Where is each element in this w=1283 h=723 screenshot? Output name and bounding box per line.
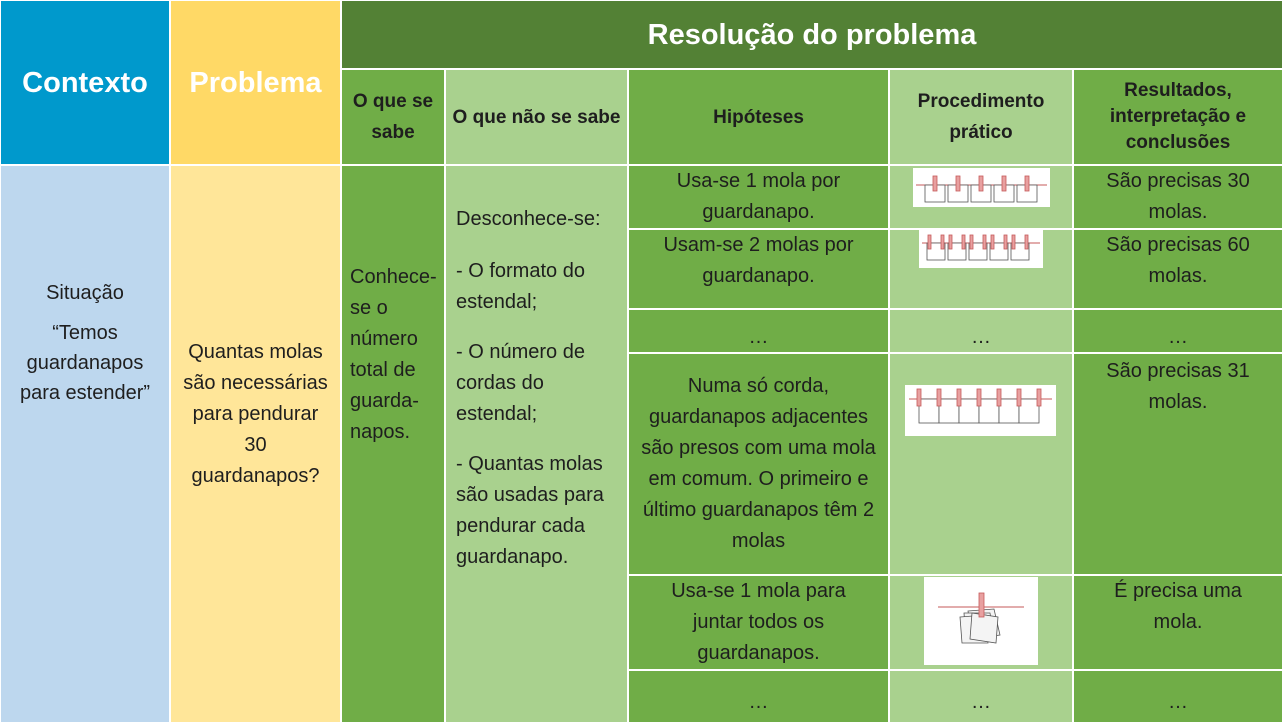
- problem-header-label: Problema: [189, 66, 322, 99]
- problem-text: Quantas molas são necessárias para pendurar 30 guardanapos?: [183, 340, 328, 487]
- known-cell: [341, 165, 445, 723]
- hypothesis-cell: [628, 670, 889, 723]
- procedure-text: …: [971, 325, 991, 348]
- procedure-cell: [889, 309, 1073, 353]
- hypotheses-header-label: Hipóteses: [713, 106, 804, 128]
- procedure-cell: [889, 670, 1073, 723]
- result-cell: [1073, 165, 1283, 229]
- hypothesis-text: Usa-se 1 mola por guardanapo.: [676, 170, 841, 223]
- hypotheses-header: [628, 69, 889, 165]
- results-header: [1073, 69, 1283, 165]
- hypothesis-text: Usam-se 2 molas por guardanapo.: [663, 234, 854, 287]
- result-text: …: [1168, 325, 1188, 348]
- unknown-item: - O número de cordas do estendal;: [456, 341, 585, 425]
- unknown-cell: [445, 165, 628, 723]
- hypothesis-text: …: [748, 325, 769, 348]
- known-header: [341, 69, 445, 165]
- clothesline-separate-1-peg-illustration: [913, 168, 1050, 207]
- resolution-header-label: Resolução do problema: [647, 18, 977, 51]
- procedure-header-label: Procedimento prático: [917, 91, 1045, 143]
- unknown-intro: Desconhece-se:: [456, 208, 601, 230]
- result-cell: [1073, 575, 1283, 670]
- unknown-header: [445, 69, 628, 165]
- context-cell: [0, 165, 170, 723]
- context-header: [0, 0, 170, 165]
- result-cell: [1073, 353, 1283, 575]
- problem-header: [170, 0, 341, 165]
- procedure-header: [889, 69, 1073, 165]
- result-cell: [1073, 309, 1283, 353]
- unknown-header-label: O que não se sabe: [452, 106, 621, 128]
- result-text: É precisa uma mola.: [1114, 580, 1242, 633]
- unknown-item: - Quantas molas são usadas para pendurar cada guardanapo.: [456, 453, 604, 568]
- result-text: …: [1168, 691, 1188, 713]
- hypothesis-cell: [628, 229, 889, 309]
- hypothesis-text: Numa só corda, guardanapos adjacentes são presos com uma mola em comum. O primeiro e último guardanapos têm 2 molas: [641, 375, 876, 552]
- results-header-label: Resultados, interpretação e conclusões: [1109, 80, 1247, 153]
- result-text: São precisas 31 molas.: [1106, 360, 1250, 413]
- clothesline-single-peg-stack-illustration: [924, 577, 1038, 665]
- procedure-text: …: [971, 691, 991, 713]
- result-cell: [1073, 670, 1283, 723]
- hypothesis-text: Usa-se 1 mola para juntar todos os guardanapos.: [671, 580, 846, 664]
- result-text: São precisas 60 molas.: [1106, 234, 1250, 287]
- clothesline-shared-pegs-illustration: [905, 385, 1056, 436]
- context-header-label: Contexto: [22, 66, 148, 99]
- context-situation-label: Situação: [46, 282, 124, 304]
- hypothesis-cell: [628, 309, 889, 353]
- hypothesis-text: …: [748, 691, 769, 713]
- hypothesis-cell: [628, 353, 889, 575]
- clothesline-separate-2-pegs-illustration: [919, 229, 1043, 268]
- known-text: Conhece-se o número total de guarda-napos.: [350, 266, 437, 443]
- known-header-label: O que se sabe: [352, 91, 434, 143]
- result-cell: [1073, 229, 1283, 309]
- result-text: São precisas 30 molas.: [1106, 170, 1250, 223]
- unknown-item: - O formato do estendal;: [456, 260, 585, 313]
- problem-cell: [170, 165, 341, 723]
- resolution-header: [341, 0, 1283, 69]
- hypothesis-cell: [628, 165, 889, 229]
- hypothesis-cell: [628, 575, 889, 670]
- context-quote: “Temos guardanapos para estender”: [19, 322, 151, 404]
